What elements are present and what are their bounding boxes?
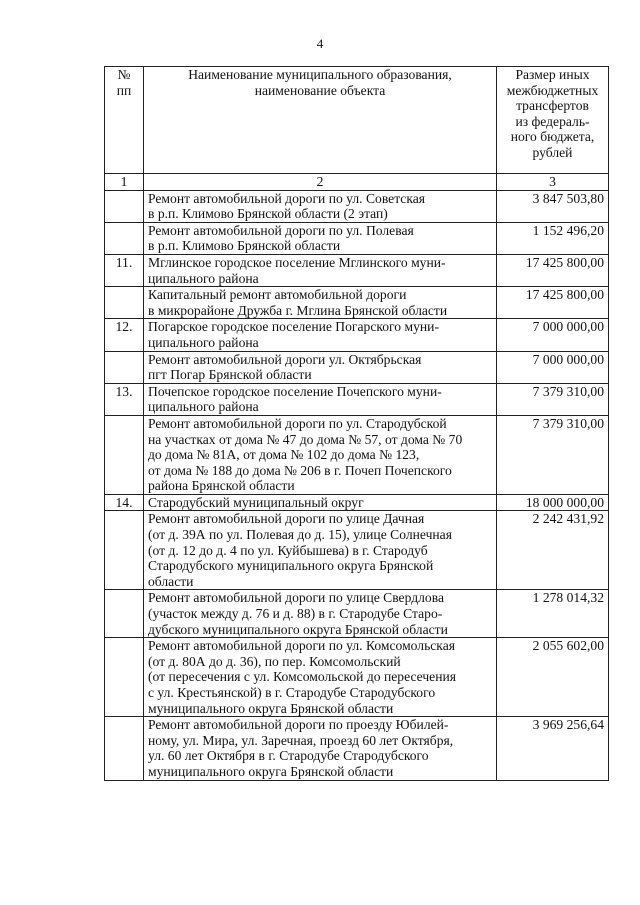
row-number: 12. (105, 319, 144, 351)
row-name-line: (от д. 39А по ул. Полевая до д. 15), улице Солнечная (148, 527, 452, 543)
row-amount: 7 379 310,00 (497, 383, 609, 415)
row-name (144, 383, 497, 415)
table-row (105, 638, 609, 717)
row-name-line: Мглинское городское поселение Мглинского муни- (148, 254, 446, 270)
row-name-line: Ремонт автомобильной дороги по ул. Полевая (148, 222, 414, 238)
column-index: 2 (144, 174, 497, 191)
table-row (105, 383, 609, 415)
column-index-row (105, 174, 609, 191)
row-amount: 2 055 602,00 (497, 638, 609, 717)
table-body (105, 190, 609, 780)
header-amount-line: межбюджетных (506, 82, 599, 98)
row-number: 14. (105, 494, 144, 511)
row-name-line: пгт Погар Брянской области (148, 367, 312, 383)
header-number-line: пп (116, 82, 132, 98)
row-name-line: (от д. 12 до д. 4 по ул. Куйбышева) в г. Стародуб (148, 542, 428, 558)
row-amount: 1 278 014,32 (497, 590, 609, 638)
row-name-line: ципального района (148, 399, 259, 415)
table-row (105, 190, 609, 222)
row-name-line: Стародубский муниципальный округ (148, 494, 364, 510)
row-name (144, 319, 497, 351)
column-index: 3 (497, 174, 609, 191)
row-name-line: (от пересечения с ул. Комсомольской до пересечения (148, 669, 457, 685)
row-name-line: Ремонт автомобильной дороги по ул. Комсомольская (148, 638, 455, 654)
header-amount-line: из федераль- (515, 113, 590, 129)
row-name-line: Погарское городское поселение Погарского муни- (148, 319, 439, 335)
row-number (105, 287, 144, 319)
header-name-line: Наименование муниципального образования, (188, 67, 452, 82)
row-name-line: на участках от дома № 47 до дома № 57, от дома № 70 (148, 431, 463, 447)
row-amount: 7 000 000,00 (497, 351, 609, 383)
row-number (105, 222, 144, 254)
row-name-line: области (148, 573, 194, 589)
table-row (105, 415, 609, 494)
table-row (105, 590, 609, 638)
row-number (105, 717, 144, 780)
row-name (144, 222, 497, 254)
row-name-line: в микрорайоне Дружба г. Мглина Брянской области (148, 302, 448, 318)
table-row (105, 287, 609, 319)
header-name (144, 67, 497, 174)
row-amount: 7 379 310,00 (497, 415, 609, 494)
row-name (144, 190, 497, 222)
row-name-line: ципального района (148, 270, 259, 286)
header-number-line: № (117, 67, 131, 82)
column-index: 1 (105, 174, 144, 191)
row-name-line: муниципального округа Брянской области (148, 763, 394, 779)
row-number (105, 351, 144, 383)
row-number (105, 590, 144, 638)
header-amount (497, 67, 609, 174)
header-name-line: наименование объекта (254, 82, 386, 98)
row-name-line: Ремонт автомобильной дороги по улице Дачная (148, 511, 425, 527)
row-name-line: ул. 60 лет Октября в г. Стародубе Стародубского (148, 748, 429, 764)
table-row (105, 254, 609, 286)
row-amount: 17 425 800,00 (497, 254, 609, 286)
table-row (105, 717, 609, 780)
row-name (144, 494, 497, 511)
row-name (144, 287, 497, 319)
row-amount: 17 425 800,00 (497, 287, 609, 319)
row-name-line: (от д. 80А до д. 36), по пер. Комсомольский (148, 653, 401, 669)
row-amount: 7 000 000,00 (497, 319, 609, 351)
row-name (144, 590, 497, 638)
row-name-line: Почепское городское поселение Почепского муни- (148, 383, 442, 399)
table-row (105, 351, 609, 383)
row-number (105, 415, 144, 494)
header-number (105, 67, 144, 174)
row-name-line: в р.п. Климово Брянской области (148, 238, 341, 254)
row-name-line: Ремонт автомобильной дороги по улице Свердлова (148, 590, 444, 606)
row-name-line: до дома № 81А, от дома № 102 до дома № 123, (148, 447, 420, 463)
table-row (105, 319, 609, 351)
row-name (144, 717, 497, 780)
row-name-line: Ремонт автомобильной дороги ул. Октябрьская (148, 351, 422, 367)
table-header-row (105, 67, 609, 174)
page-number: 4 (316, 36, 324, 51)
row-name-line: Стародубского муниципального округа Брянской (148, 558, 434, 574)
row-amount: 18 000 000,00 (497, 494, 609, 511)
header-amount-line: трансфертов (516, 98, 589, 114)
row-name (144, 415, 497, 494)
row-amount: 2 242 431,92 (497, 511, 609, 590)
row-name-line: ципального района (148, 334, 259, 350)
row-name (144, 511, 497, 590)
row-amount: 3 969 256,64 (497, 717, 609, 780)
row-name-line: муниципального округа Брянской области (148, 700, 394, 716)
row-name (144, 351, 497, 383)
row-name-line: дубского муниципального округа Брянской области (148, 621, 448, 637)
header-amount-line: рублей (532, 144, 573, 160)
row-number (105, 190, 144, 222)
header-amount-line: ного бюджета, (510, 129, 595, 145)
row-name-line: Ремонт автомобильной дороги по ул. Советская (148, 190, 426, 206)
transfers-table (104, 66, 609, 781)
row-name (144, 638, 497, 717)
row-name-line: от дома № 188 до дома № 206 в г. Почеп Почепского (148, 462, 452, 478)
row-name-line: Ремонт автомобильной дороги по проезду Юбилей- (148, 717, 449, 733)
table-row (105, 511, 609, 590)
table-row (105, 222, 609, 254)
row-name-line: ному, ул. Мира, ул. Заречная, проезд 60 лет Октября, (148, 732, 454, 748)
row-amount: 1 152 496,20 (497, 222, 609, 254)
row-number: 11. (105, 254, 144, 286)
row-name-line: Ремонт автомобильной дороги по ул. Стародубской (148, 415, 447, 431)
row-amount: 3 847 503,80 (497, 190, 609, 222)
row-name-line: района Брянской области (148, 478, 295, 494)
row-number: 13. (105, 383, 144, 415)
row-name-line: (участок между д. 76 и д. 88) в г. Стародубе Старо- (148, 606, 443, 622)
header-amount-line: Размер иных (515, 67, 590, 82)
row-number (105, 511, 144, 590)
row-name-line: Капитальный ремонт автомобильной дороги (148, 287, 407, 303)
row-number (105, 638, 144, 717)
row-name-line: с ул. Крестьянской) в г. Стародубе Стародубского (148, 685, 436, 700)
table-row (105, 494, 609, 511)
row-name-line: в р.п. Климово Брянской области (2 этап) (148, 206, 388, 222)
row-name (144, 254, 497, 286)
